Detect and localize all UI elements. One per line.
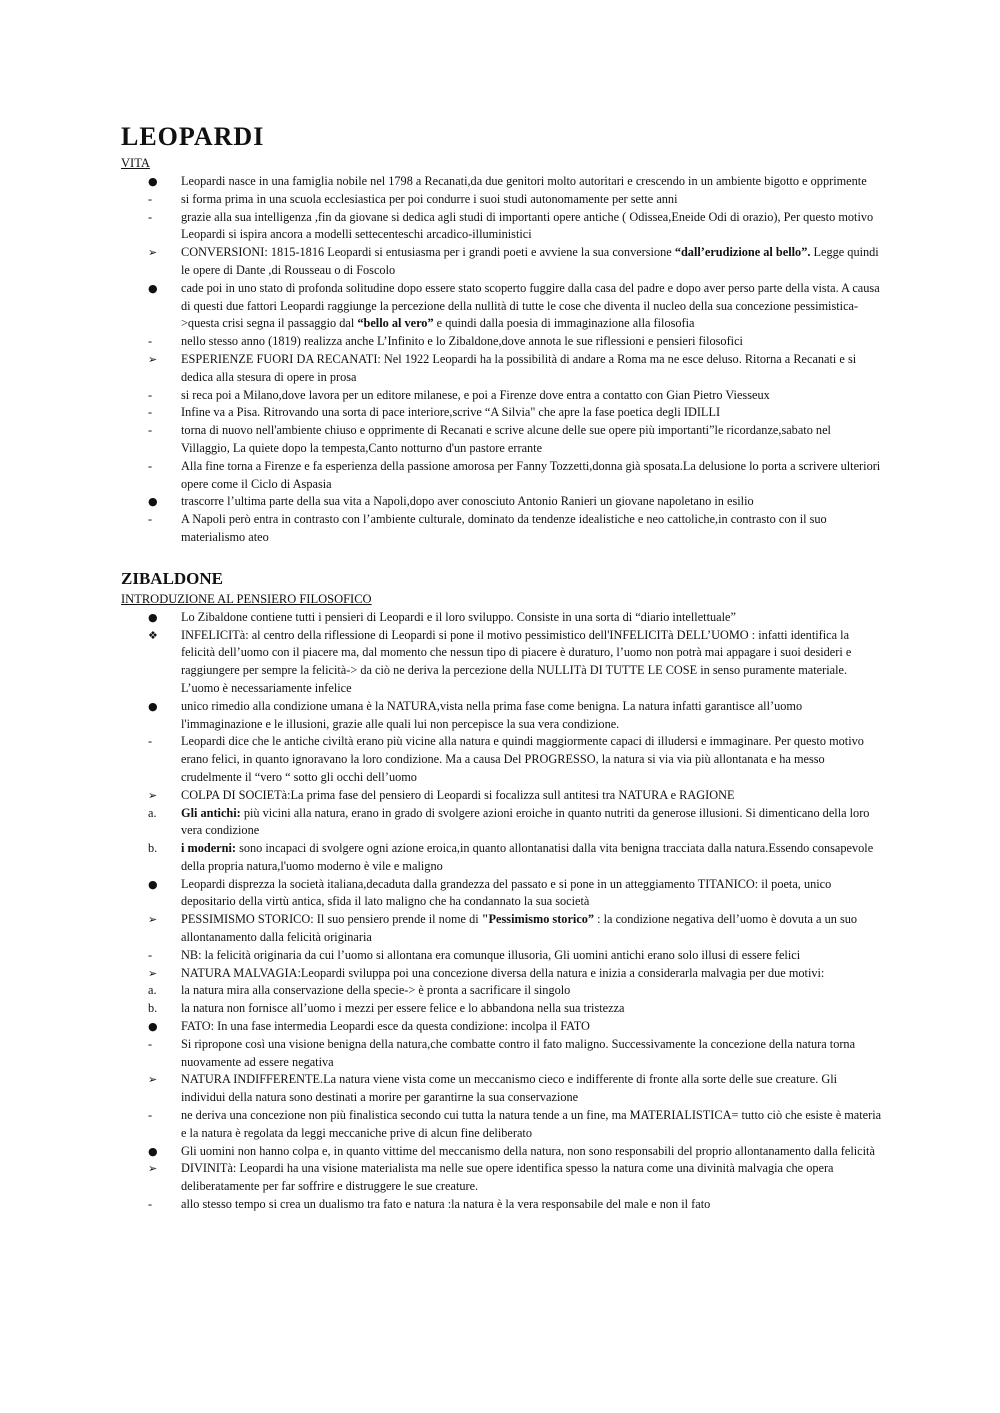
- list-item-text: [181, 191, 882, 209]
- list-item-text: [181, 965, 882, 983]
- text-run: INFELICITà: al centro della riflessione di Leopardi si pone il motivo pessimistico dell'INFELICITà DELL’UOMO : infatti identifica la felicità dell’uomo con il piacere ma, dal momento che nessun tipo di piacere è duraturo, l’uomo non potrà mai appagare i suoi desideri e raggiungere per sempre la felicità-> da ciò ne deriva la percezione della NULLITà DI TUTTE LE COSE in senso puramente materiale. L’uomo è necessariamente infelice: [181, 627, 852, 695]
- bullet-arrow-icon: ➢: [148, 913, 158, 927]
- list-item-text: [181, 173, 882, 191]
- list-item-text: [181, 609, 882, 627]
- list-item-text: [181, 493, 882, 511]
- text-run: più vicini alla natura, erano in grado di svolgere azioni eroiche in quanto nutriti da generose illusioni. Si dimenticano della loro vera condizione: [181, 805, 870, 838]
- list-item-text: [181, 1071, 882, 1107]
- text-run: : la condizione negativa dell’uomo è dovuta a un suo allontanamento dalla felicità originaria: [181, 912, 858, 945]
- bold-text: "Pessimismo storico”: [481, 912, 595, 927]
- list-item: [121, 404, 882, 422]
- bold-text: “bello al vero”: [357, 316, 434, 331]
- text-run: si forma prima in una scuola ecclesiastica per poi condurre i suoi studi autonomamente per sette anni: [181, 191, 678, 206]
- bullet-arrow-icon: ➢: [148, 352, 158, 366]
- bullet-arrow-icon: ➢: [148, 1073, 158, 1087]
- text-run: cade poi in uno stato di profonda solitudine dopo essere stato scoperto fuggire dalla casa del padre e dopo aver perso parte della vista. A causa di questi due fattori Leopardi raggiunge la percezione della nullità di tutte le cose che diventa il nucleo della sua concezione pessimistica->questa crisi segna il passaggio dal: [181, 280, 880, 331]
- list-letter-marker: a.: [148, 983, 157, 998]
- text-run: DIVINITà: Leopardi ha una visione materialista ma nelle sue opere identifica spesso la natura come una divinità malvagia che opera deliberatamente per far soffrire e distruggere le sue creature.: [181, 1161, 834, 1194]
- list-item-text: [181, 280, 882, 333]
- section-title-zibaldone: ZIBALDONE: [121, 568, 224, 588]
- list-item-text: [181, 387, 882, 405]
- text-run: NB: la felicità originaria da cui l’uomo si allontana era comunque illusoria, Gli uomini antichi erano solo illusi di essere felici: [181, 947, 801, 962]
- bullet-arrow-icon: ➢: [148, 1162, 158, 1176]
- bullet-dot-icon: ●: [148, 495, 158, 509]
- text-run: Legge quindi le opere di Dante ,di Rousseau o di Foscolo: [181, 245, 879, 277]
- bullet-dot-icon: ●: [148, 699, 158, 713]
- bullet-arrow-icon: ➢: [148, 966, 158, 980]
- text-run: NATURA MALVAGIA:Leopardi sviluppa poi una concezione diversa della natura e inizia a considerarla malvagia per due motivi:: [181, 965, 825, 980]
- text-run: ne deriva una concezione non più finalistica secondo cui tutta la natura tende a un fine, ma MATERIALISTICA= tutto ciò che esiste è materia e la natura è regolata da leggi meccaniche prive di alcun fine deliberato: [181, 1108, 882, 1140]
- bullet-dash-icon: -: [148, 1108, 153, 1123]
- text-run: la natura mira alla conservazione della specie-> è pronta a sacrificare il singolo: [181, 983, 571, 998]
- text-run: si reca poi a Milano,dove lavora per un editore milanese, e poi a Firenze dove entra a contatto con Gian Pietro Viesseux: [181, 387, 770, 402]
- bullet-dash-icon: -: [148, 423, 153, 438]
- list-item-text: [181, 1036, 882, 1072]
- text-run: torna di nuovo nell'ambiente chiuso e opprimente di Recanati e scrive alcune delle sue opere più importanti”le ricordanze,sabato nel Villaggio, La quiete dopo la tempesta,Canto notturno d'un pastore errante: [181, 423, 831, 455]
- list-item: [121, 698, 882, 734]
- list-item: [121, 351, 882, 387]
- list-item: [121, 609, 882, 627]
- list-item: [121, 1071, 882, 1107]
- bullet-dash-icon: -: [148, 334, 153, 349]
- bold-text: “dall’erudizione al bello”.: [674, 245, 811, 260]
- list-item: [121, 1000, 882, 1018]
- text-run: nello stesso anno (1819) realizza anche L’Infinito e lo Zibaldone,dove annota le sue riflessioni e pensieri filosofici: [181, 334, 743, 349]
- text-run: la natura non fornisce all’uomo i mezzi per essere felice e lo abbandona nella sua tristezza: [181, 1001, 625, 1016]
- list-item-text: [181, 787, 882, 805]
- bullet-diamond-icon: ❖: [148, 628, 158, 642]
- text-run: unico rimedio alla condizione umana è la NATURA,vista nella prima fase come benigna. La natura infatti garantisce all’uomo l'immaginazione e le illusioni, grazie alle quali lui non percepisce la sua vera condizione.: [181, 698, 803, 731]
- list-item-text: [181, 1143, 882, 1161]
- text-run: COLPA DI SOCIETà:La prima fase del pensiero di Leopardi si focalizza sull antitesi tra NATURA e RAGIONE: [181, 787, 735, 802]
- list-item: [121, 511, 882, 547]
- list-item: [121, 458, 882, 494]
- list-item-text: [181, 351, 882, 387]
- list-item: [121, 209, 882, 245]
- list-item-text: [181, 733, 882, 786]
- text-run: sono incapaci di svolgere ogni azione eroica,in quanto allontanatisi dalla vita benigna tracciata dalla natura.Essendo consapevole della propria natura,l'uomo moderno è vile e maligno: [181, 841, 874, 873]
- list-item-text: [181, 698, 882, 734]
- bullet-dash-icon: -: [148, 947, 153, 962]
- bullet-dash-icon: -: [148, 209, 153, 224]
- list-item-text: [181, 840, 882, 876]
- list-item: [121, 1143, 882, 1161]
- bullet-dash-icon: -: [148, 191, 153, 206]
- text-run: trascorre l’ultima parte della sua vita a Napoli,dopo aver conosciuto Antonio Ranieri un giovane napoletano in esilio: [181, 494, 754, 509]
- section-heading-vita: VITA: [121, 156, 150, 170]
- bullet-dash-icon: -: [148, 1036, 153, 1051]
- bullet-dot-icon: ●: [148, 1020, 158, 1034]
- list-item: [121, 947, 882, 965]
- list-item: [121, 627, 882, 698]
- list-item: [121, 1160, 882, 1196]
- bullet-dot-icon: ●: [148, 877, 158, 891]
- text-run: Infine va a Pisa. Ritrovando una sorta di pace interiore,scrive “A Silvia" che apre la fase poetica degli IDILLI: [181, 405, 721, 420]
- bullet-dot-icon: ●: [148, 175, 158, 188]
- text-run: grazie alla sua intelligenza ,fin da giovane si dedica agli studi di importanti opere antiche ( Odissea,Eneide Odi di orazio), Per questo motivo Leopardi si ispira ancora a modelli settecenteschi arcadico-illuministici: [181, 209, 874, 242]
- list-item-text: [181, 209, 882, 245]
- list-item-text: [181, 511, 882, 547]
- bullet-arrow-icon: ➢: [148, 788, 158, 802]
- list-item: [121, 965, 882, 983]
- text-run: Lo Zibaldone contiene tutti i pensieri di Leopardi e il loro sviluppo. Consiste in una sorta di “diario intellettuale”: [181, 609, 736, 624]
- document-title: LEOPARDI: [121, 122, 265, 151]
- list-item: [121, 173, 882, 191]
- text-run: Leopardi dice che le antiche civiltà erano più vicine alla natura e quindi maggiormente capaci di illudersi e immaginare. Per questo motivo erano felici, in quanto ignoravano la loro condizione. Ma a causa Del PROGRESSO, la natura si via via più allontanata e ha messo crudelmente il “vero “ sotto gli occhi dell’uomo: [181, 734, 864, 784]
- zibaldone-list: [121, 609, 882, 1214]
- list-item: [121, 911, 882, 947]
- list-item-text: [181, 244, 882, 280]
- bullet-dash-icon: -: [148, 405, 153, 420]
- list-item-text: [181, 1000, 882, 1018]
- text-run: CONVERSIONI: 1815-1816 Leopardi si entusiasma per i grandi poeti e avviene la sua conversione: [181, 245, 675, 260]
- text-run: allo stesso tempo si crea un dualismo tra fato e natura :la natura è la vera responsabile del male e non il fato: [181, 1197, 711, 1212]
- list-item: [121, 422, 882, 458]
- list-letter-marker: a.: [148, 805, 157, 820]
- vita-list: [121, 173, 882, 547]
- bullet-dash-icon: -: [148, 458, 153, 473]
- bullet-dot-icon: ●: [148, 1144, 158, 1158]
- text-run: Gli uomini non hanno colpa e, in quanto vittime del meccanismo della natura, non sono responsabili del proprio allontanamento dalla felicità: [181, 1143, 875, 1158]
- bullet-dash-icon: -: [148, 1197, 153, 1212]
- text-run: Si ripropone così una visione benigna della natura,che combatte contro il fato maligno. Successivamente la concezione della natura torna nuovamente ad essere negativa: [181, 1036, 856, 1069]
- list-item: [121, 1107, 882, 1143]
- list-item-text: [181, 947, 882, 965]
- text-run: e quindi dalla poesia di immaginazione alla filosofia: [433, 316, 695, 331]
- bullet-dash-icon: -: [148, 387, 153, 402]
- section-heading-introduzione: INTRODUZIONE AL PENSIERO FILOSOFICO: [121, 591, 372, 606]
- list-item-text: [181, 1196, 882, 1214]
- list-item: [121, 493, 882, 511]
- bullet-dot-icon: ●: [148, 281, 158, 295]
- list-item: [121, 333, 882, 351]
- bold-text: i moderni:: [181, 841, 236, 856]
- bullet-arrow-icon: ➢: [148, 246, 158, 260]
- list-item-text: [181, 627, 882, 698]
- list-item-text: [181, 982, 882, 1000]
- list-letter-marker: b.: [148, 1001, 158, 1016]
- list-item-text: [181, 911, 882, 947]
- text-run: A Napoli però entra in contrasto con l’ambiente culturale, dominato da tendenze idealistiche e neo cattoliche,in contrasto con il suo materialismo ateo: [181, 512, 827, 544]
- list-item: [121, 191, 882, 209]
- bullet-dot-icon: ●: [148, 610, 158, 624]
- list-item: [121, 982, 882, 1000]
- list-item-text: [181, 805, 882, 841]
- list-letter-marker: b.: [148, 841, 158, 856]
- list-item-text: [181, 404, 882, 422]
- list-item: [121, 787, 882, 805]
- bullet-dash-icon: -: [148, 512, 153, 527]
- text-run: Leopardi nasce in una famiglia nobile nel 1798 a Recanati,da due genitori molto autoritari e crescendo in un ambiente bigotto e opprimente: [181, 174, 867, 188]
- list-item: [121, 387, 882, 405]
- list-item: [121, 244, 882, 280]
- list-item: [121, 1036, 882, 1072]
- list-item: [121, 280, 882, 333]
- list-item-text: [181, 1160, 882, 1196]
- text-run: NATURA INDIFFERENTE.La natura viene vista come un meccanismo cieco e indifferente di fronte alla sorte delle sue creature. Gli individui della natura sono destinati a morire per garantirne la sua conservazione: [181, 1072, 838, 1105]
- text-run: FATO: In una fase intermedia Leopardi esce da questa condizione: incolpa il FATO: [181, 1019, 590, 1034]
- text-run: Alla fine torna a Firenze e fa esperienza della passione amorosa per Fanny Tozzetti,donna già sposata.La delusione lo porta a scrivere ulteriori opere come il Ciclo di Aspasia: [181, 458, 881, 491]
- list-item: [121, 805, 882, 841]
- list-item-text: [181, 422, 882, 458]
- list-item: [121, 1018, 882, 1036]
- list-item: [121, 1196, 882, 1214]
- text-run: Leopardi disprezza la società italiana,decaduta dalla grandezza del passato e si pone in un atteggiamento TITANICO: il poeta, unico depositario della virtù antica, sfida il lato maligno che ha condannato la sua società: [181, 876, 832, 909]
- list-item-text: [181, 458, 882, 494]
- list-item: [121, 876, 882, 912]
- list-item: [121, 840, 882, 876]
- text-run: PESSIMISMO STORICO: Il suo pensiero prende il nome di: [181, 912, 482, 927]
- text-run: ESPERIENZE FUORI DA RECANATI: Nel 1922 Leopardi ha la possibilità di andare a Roma ma ne esce deluso. Ritorna a Recanati e si dedica alla stesura di opere in prosa: [181, 351, 857, 384]
- list-item-text: [181, 1018, 882, 1036]
- list-item: [121, 733, 882, 786]
- list-item-text: [181, 876, 882, 912]
- list-item-text: [181, 1107, 882, 1143]
- bold-text: Gli antichi:: [181, 805, 241, 820]
- list-item-text: [181, 333, 882, 351]
- bullet-dash-icon: -: [148, 734, 153, 749]
